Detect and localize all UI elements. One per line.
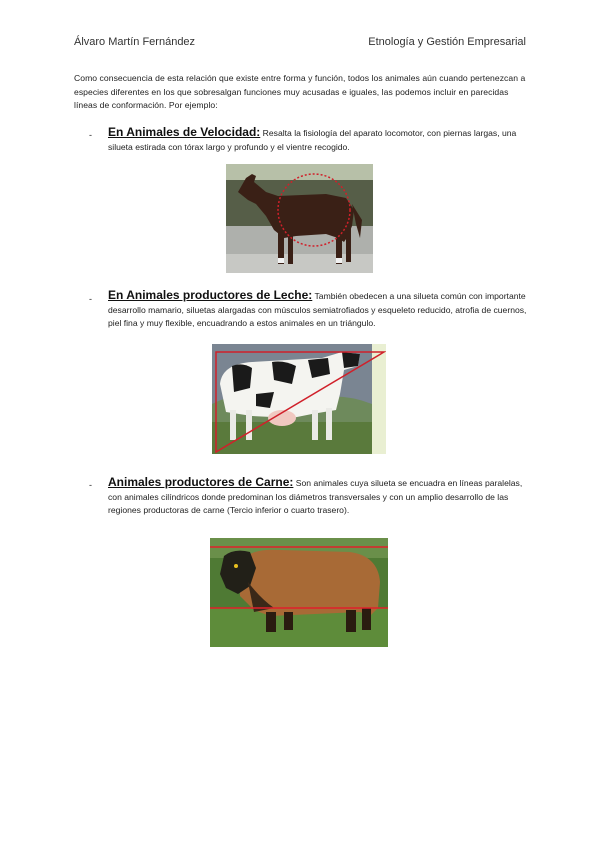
section-meat	[108, 476, 528, 518]
section-meat-title: Animales productores de Carne:	[108, 475, 294, 489]
horse-photo	[226, 164, 373, 273]
subject-title: Etnología y Gestión Empresarial	[368, 36, 526, 48]
bullet-velocity: -	[89, 130, 92, 140]
section-velocity	[108, 126, 528, 154]
section-velocity-text: Resalta la fisiología del aparato locomotor, con piernas largas, una silueta estirada con tórax largo y profundo y el vientre recogido.	[108, 128, 517, 152]
section-milk-text: También obedecen a una silueta común con importante desarrollo mamario, siluetas alargadas con músculos semiatrofiados y esqueleto reducido, atrofia de cuernos, piel fina y muy flexible, encuadrando a estos animales en un triángulo.	[108, 291, 527, 328]
section-velocity-title: En Animales de Velocidad:	[108, 125, 261, 139]
section-milk-title: En Animales productores de Leche:	[108, 288, 313, 302]
bull-illustration	[210, 538, 388, 647]
author-name: Álvaro Martín Fernández	[74, 36, 196, 48]
horse-illustration	[226, 164, 373, 273]
cow-illustration	[212, 344, 386, 454]
section-meat-text: Son animales cuya silueta se encuadra en líneas paralelas, con animales cilíndricos donde predominan los diámetros transversales y con un amplio desarrollo de las regiones productoras de carne (Tercio inferior o cuarto trasero).	[108, 478, 523, 515]
intro-paragraph: Como consecuencia de esta relación que existe entre forma y función, todos los animales aún cuando pertenezcan a especies diferentes en los que sobresalgan funciones muy acusadas e iguales, las podemos incluir en parecidas líneas de conformación. Por ejemplo:	[74, 73, 526, 110]
section-milk	[108, 289, 528, 331]
beef-bull-photo	[210, 538, 388, 647]
bullet-milk: -	[89, 294, 92, 304]
bullet-meat: -	[89, 480, 92, 490]
dairy-cow-photo	[212, 344, 386, 454]
